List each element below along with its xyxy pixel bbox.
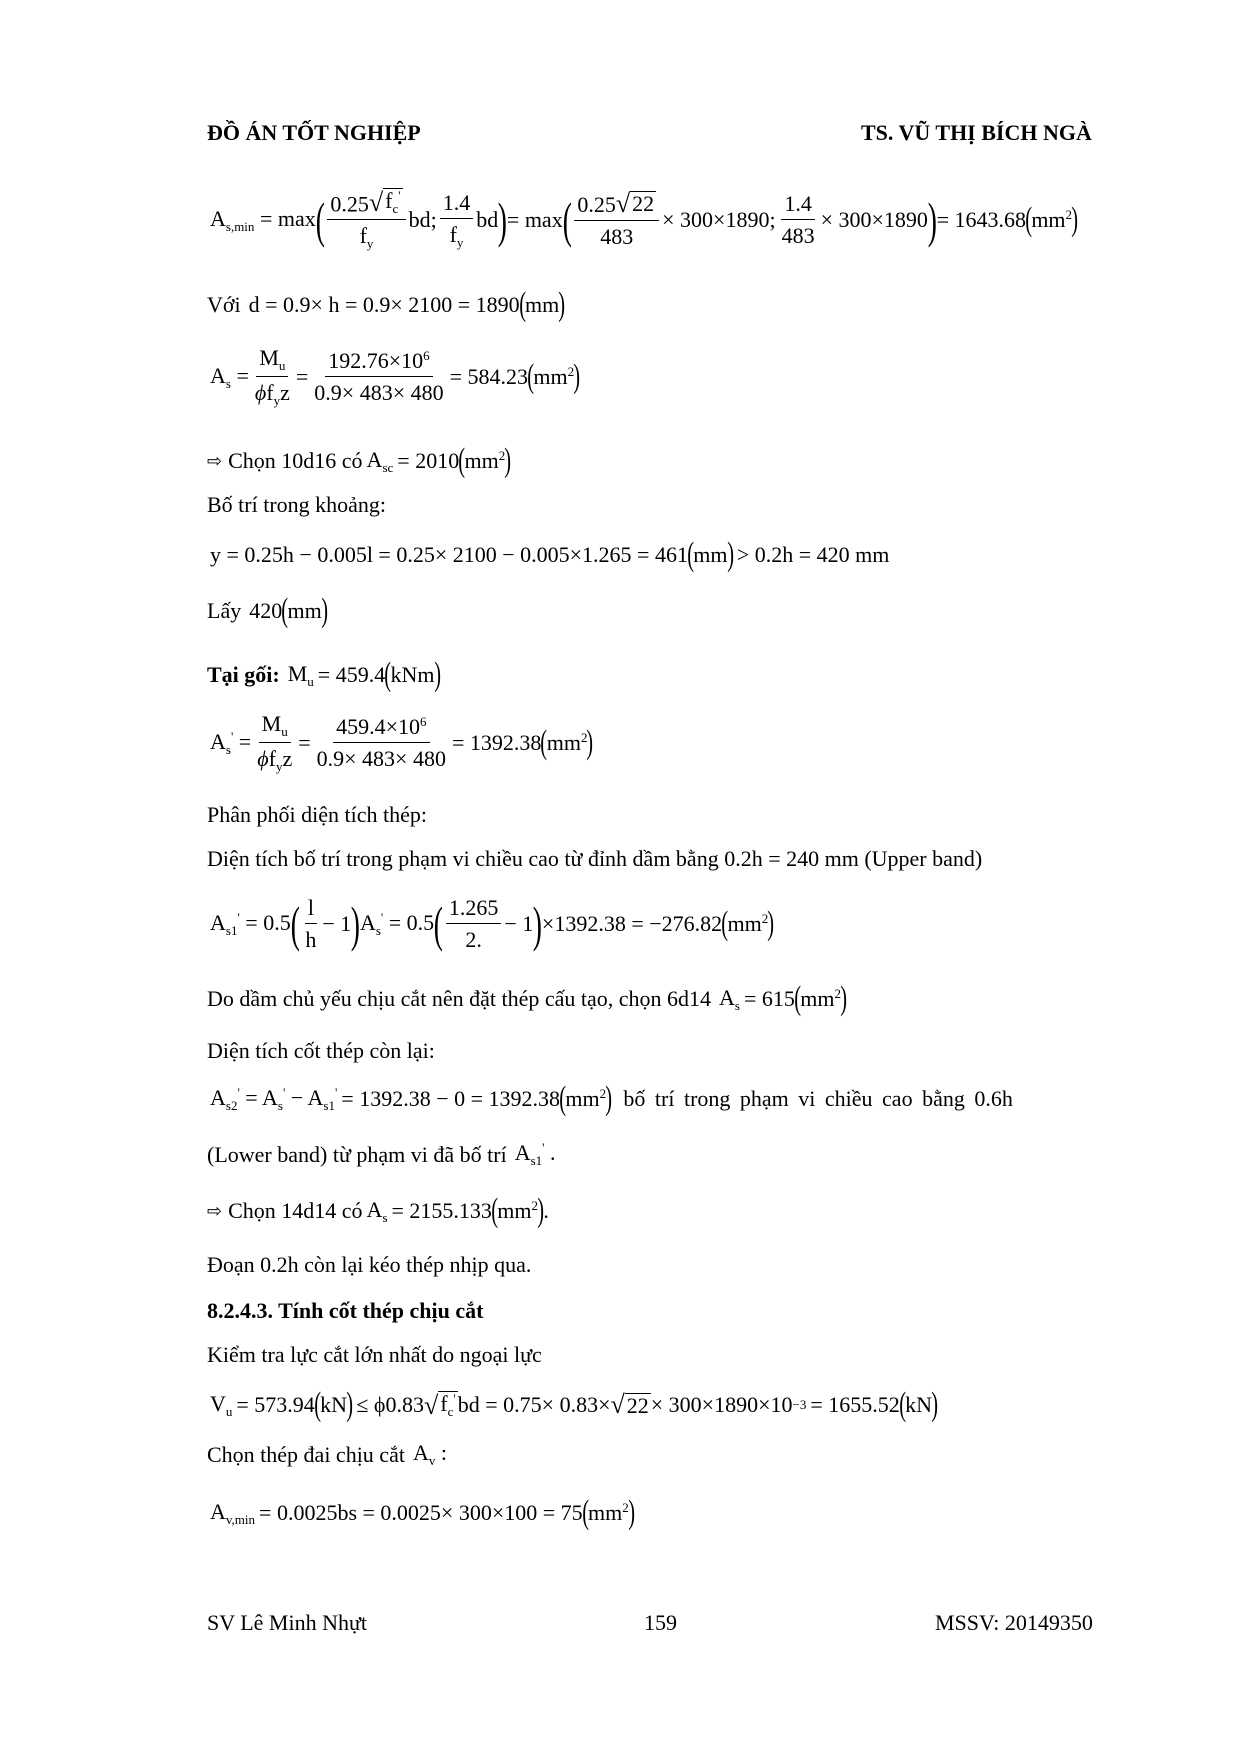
equation-vu: $V_u$ = 573.94 ( kN ) ≤ ϕ0.83 √ $f_c'$ bd = 0.75× 0.83× √ 22 × 300×1890×10 −3 = 1655.52 ( kN ) <box>210 1386 939 1423</box>
line-chon-14d14: ⇨ Chọn 14d14 có $A_s$ = 2155.133 ( $mm^2$ ) . <box>207 1192 549 1229</box>
line-bo-tri: Bố trí trong khoảng: <box>207 492 387 517</box>
line-upper-band: Diện tích bố trí trong phạm vi chiều cao từ đỉnh dầm bằng 0.2h = 240 mm (Upper band) <box>207 846 983 871</box>
line-kiem-tra: Kiểm tra lực cắt lớn nhất do ngoại lực <box>207 1342 542 1367</box>
equation-as1: $A_{s1}' = 0.5$ ( $\frac{l}{h}$ − 1 ) $A_s' = 0.5$ ( $\frac{1.265}{2.}$ − 1 ) ×1392.38 = −276.82 ( $mm^2$ ) <box>210 895 775 952</box>
equation-as-min: $A_{s,min} = \max$ ( 0.25 √ $f_c'$ $f_y$ bd; $\frac{1.4}{f_y}$ bd ) = max ( 0.25 √ 22 483 × 300×1890; $\frac{1.4}{483}$ × 300×1890 ) = 1643.68 ( $mm^2$ ) <box>210 187 1079 252</box>
equation-y: y = 0.25h − 0.005l = 0.25× 2100 − 0.005×1.265 = 461 ( mm ) > 0.2h = 420 mm <box>210 536 890 573</box>
implies-arrow-icon: ⇨ <box>207 450 223 472</box>
equation-as: $A_s$ = $\frac{M_u}{\phi f_yz}$ = $\frac{192.76\times 10^6}{0.9\times 483\times 480}$ = 584.23 ( $mm^2$ ) <box>210 345 581 408</box>
section-heading: 8.2.4.3. Tính cốt thép chịu cắt <box>207 1298 484 1323</box>
line-con-lai: Diện tích cốt thép còn lại: <box>207 1038 435 1063</box>
equation-as-prime: $A_s'$ = $\frac{M_u}{\phi f_yz}$ = $\frac{459.4\times 10^6}{0.9\times 483\times 480}$ = 1392.38 ( $mm^2$ ) <box>210 711 594 774</box>
line-lay: Lấy 420 ( mm ) <box>207 592 328 629</box>
line-doan: Đoạn 0.2h còn lại kéo thép nhịp qua. <box>207 1252 532 1277</box>
line-do-dam: Do dầm chủ yếu chịu cắt nên đặt thép cấu tạo, chọn 6d14 $A_s$ = 615 ( $mm^2$ ) <box>207 980 848 1017</box>
footer-student: SV Lê Minh Nhựt <box>207 1610 368 1635</box>
line-voi-d: Với d = 0.9× h = 0.9× 2100 = 1890 ( mm ) <box>207 286 566 323</box>
implies-arrow-icon: ⇨ <box>207 1200 223 1222</box>
equation-as2: $A_{s2}' = A_s' - A_{s1}'$ = 1392.38 − 0 = 1392.38 ( $mm^2$ ) bố trí trong phạm vi chiều cao bằng 0.6h <box>210 1080 1013 1117</box>
footer-student-id: MSSV: 20149350 <box>935 1610 1093 1635</box>
footer-page-number: 159 <box>644 1610 677 1635</box>
line-tai-goi: Tại gối: $M_u$ = 459.4 ( kNm ) <box>207 656 441 693</box>
line-chon-dai: Chọn thép đai chịu cắt $A_v$ : <box>207 1440 447 1468</box>
equation-av-min: $A_{v,min}$ = 0.0025bs = 0.0025× 300×100 = 75 ( $mm^2$ ) <box>210 1494 635 1531</box>
header-left: ĐỒ ÁN TỐT NGHIỆP <box>207 120 421 145</box>
line-chon-10d16: ⇨ Chọn 10d16 có $A_{sc}$ = 2010 ( $mm^2$ ) <box>207 442 512 479</box>
line-phan-phoi: Phân phối diện tích thép: <box>207 802 427 827</box>
line-lower-band: (Lower band) từ phạm vi đã bố trí $A_{s1}'$ . <box>207 1140 556 1168</box>
header-right: TS. VŨ THỊ BÍCH NGÀ <box>861 120 1092 145</box>
